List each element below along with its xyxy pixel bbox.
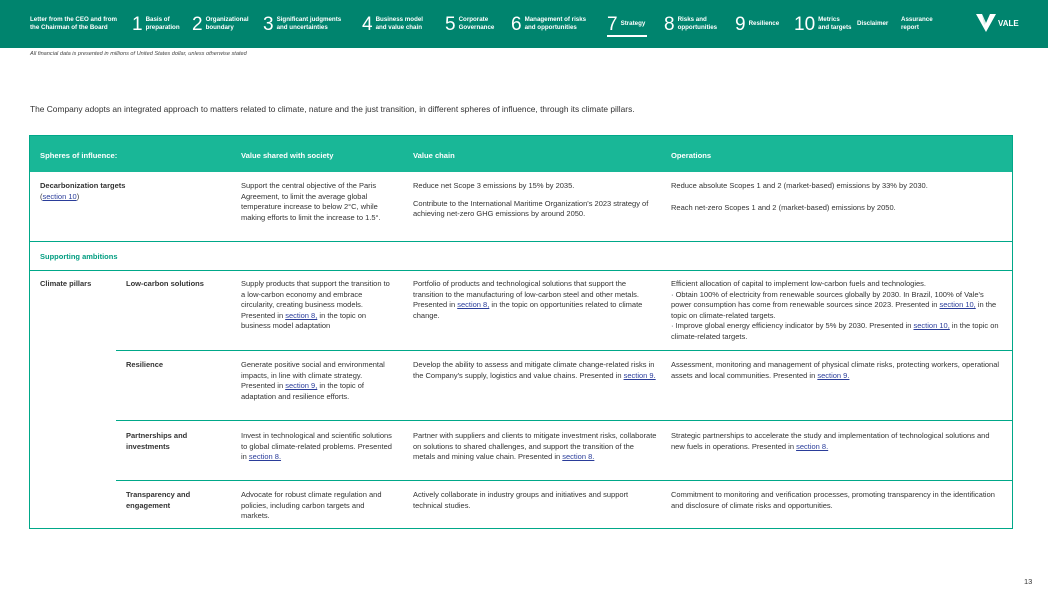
divider — [30, 270, 1012, 271]
partnerships-value-shared: Invest in technological and scientific solutions to global climate-related problems. Presented in section 8. — [241, 431, 392, 462]
financial-data-note: All financial data is presented in millions of United States dollar, unless otherwise stated — [30, 51, 247, 57]
pillar-partnerships: Partnerships and investments — [126, 431, 188, 451]
partnerships-operations: Strategic partnerships to accelerate the study and implementation of technological solutions and new fuels in operations. Presented in section 8. — [671, 431, 990, 451]
section-9-link[interactable]: section 9, — [285, 381, 318, 391]
climate-pillars-table — [29, 135, 1013, 529]
section-8-link[interactable]: section 8, — [457, 300, 490, 310]
pillar-low-carbon: Low-carbon solutions — [126, 279, 204, 288]
section-10-link[interactable]: section 10 — [42, 191, 77, 201]
active-tab-underline — [607, 35, 647, 37]
nav-item-business-model[interactable]: 4 Business model and value chain — [362, 13, 424, 35]
divider — [116, 420, 1012, 421]
header-value-chain: Value chain — [413, 151, 455, 160]
page-number: 13 — [1024, 577, 1033, 586]
decarb-value-shared: Support the central objective of the Paris Agreement, to limit the average global temperature increase to below 2°C, while making efforts to limit the increase to 1.5°. — [241, 181, 381, 222]
decarb-value-chain: Reduce net Scope 3 emissions by 15% by 2035. Contribute to the International Maritime Organization's 2023 strategy of achieving net-zero GHG emissions by around 2050. — [413, 181, 649, 219]
nav-item-governance[interactable]: 5 Corporate Governance — [445, 13, 495, 35]
table-header-row — [30, 136, 1012, 172]
transparency-value-shared: Advocate for robust climate regulation and policies, including carbon targets and markets. — [241, 490, 382, 521]
header-operations: Operations — [671, 151, 712, 160]
resilience-value-chain: Develop the ability to assess and mitigate climate change-related risks in the Company's supply, logistics and value chains. Presented in section 9. — [413, 360, 656, 380]
header-value-shared: Value shared with society — [241, 151, 334, 160]
climate-pillars-label: Climate pillars — [40, 279, 92, 288]
top-navigation-bar — [0, 0, 1048, 48]
vale-v-icon — [976, 14, 996, 32]
header-spheres: Spheres of influence: — [40, 151, 118, 160]
nav-item-strategy[interactable]: 7 Strategy — [607, 13, 646, 35]
section-8-link[interactable]: section 8. — [562, 452, 595, 462]
divider — [30, 241, 1012, 242]
section-9-link[interactable]: section 9. — [623, 370, 656, 380]
divider — [116, 480, 1012, 481]
intro-paragraph: The Company adopts an integrated approach to matters related to climate, nature and the just transition, in different spheres of influence, through its climate pillars. — [30, 104, 635, 114]
decarb-operations: Reduce absolute Scopes 1 and 2 (market-based) emissions by 33% by 2030. Reach net-zero Scopes 1 and 2 (market-based) emissions by 2050. — [671, 181, 928, 212]
vale-logo[interactable]: VALE — [976, 14, 1019, 32]
pillar-transparency: Transparency and engagement — [126, 490, 191, 510]
low-carbon-value-shared: Supply products that support the transition to a low-carbon economy and embrace circularity, creating business models. Presented in section 8, in the topic on business model adaptation — [241, 279, 390, 331]
transparency-value-chain: Actively collaborate in industry groups and initiatives and support technical studies. — [413, 490, 629, 510]
supporting-ambitions-label: Supporting ambitions — [40, 252, 118, 261]
nav-item-risks-opportunities[interactable]: 8 Risks and opportunities — [664, 13, 718, 35]
partnerships-value-chain: Partner with suppliers and clients to mitigate investment risks, collaborate on solutions to shared challenges, and support the transition of the metals and mining value chain. Presented in section 8. — [413, 431, 657, 462]
section-8-link[interactable]: section 8. — [248, 452, 282, 462]
decarb-label: Decarbonization targets — [40, 181, 126, 190]
nav-item-risk-management[interactable]: 6 Management of risks and opportunities — [511, 13, 587, 35]
resilience-operations: Assessment, monitoring and management of physical climate risks, protecting workers, operational assets and local communities. Presented in section 9. — [671, 360, 1000, 380]
section-8-link[interactable]: section 8, — [285, 310, 318, 320]
nav-item-resilience[interactable]: 9 Resilience — [735, 13, 780, 35]
low-carbon-operations: Efficient allocation of capital to implement low-carbon fuels and technologies. · Obtain 100% of electricity from renewable sources globally by 2030. In Brazil, 100% of Vale's power consumption has come from renewable sources since 2023. Presented in section 10, in the topic on climate-related targets. · Improve global energy efficiency indicator by 5% by 2030. Presented in section 10, in the topic on climate-related targets. — [671, 279, 999, 341]
section-8-link[interactable]: section 8. — [796, 441, 829, 451]
section-10-link[interactable]: section 10, — [913, 321, 950, 331]
divider — [116, 350, 1012, 351]
resilience-value-shared: Generate positive social and environmental impacts, in line with climate strategy. Presented in section 9, in the topic of adaptation and resilience efforts. — [241, 360, 385, 401]
nav-item-basis[interactable]: 1 Basis of preparation — [132, 13, 180, 35]
transparency-operations: Commitment to monitoring and verification processes, promoting transparency in the identification and disclosure of climate risks and opportunities. — [671, 490, 995, 510]
nav-item-boundary[interactable]: 2 Organizational boundary — [192, 13, 249, 35]
low-carbon-value-chain: Portfolio of products and technological solutions that support the transition to the manufacturing of low-carbon steel and other metals. Presented in section 8, in the topic on opportunities related to climate change. — [413, 279, 643, 320]
decarb-label-cell: Decarbonization targets (section 10) — [40, 181, 230, 202]
nav-item-disclaimer[interactable]: Disclaimer — [857, 20, 889, 27]
nav-item-judgments[interactable]: 3 Significant judgments and uncertainties — [263, 13, 342, 35]
section-9-link[interactable]: section 9. — [817, 370, 850, 380]
nav-item-assurance[interactable]: Assurance report — [901, 16, 933, 31]
nav-item-metrics[interactable]: 10 Metrics and targets — [794, 13, 852, 35]
section-10-link[interactable]: section 10, — [939, 300, 976, 310]
nav-item-letter[interactable]: Letter from the CEO and from the Chairman of the Board — [30, 16, 117, 31]
pillar-resilience: Resilience — [126, 360, 164, 369]
